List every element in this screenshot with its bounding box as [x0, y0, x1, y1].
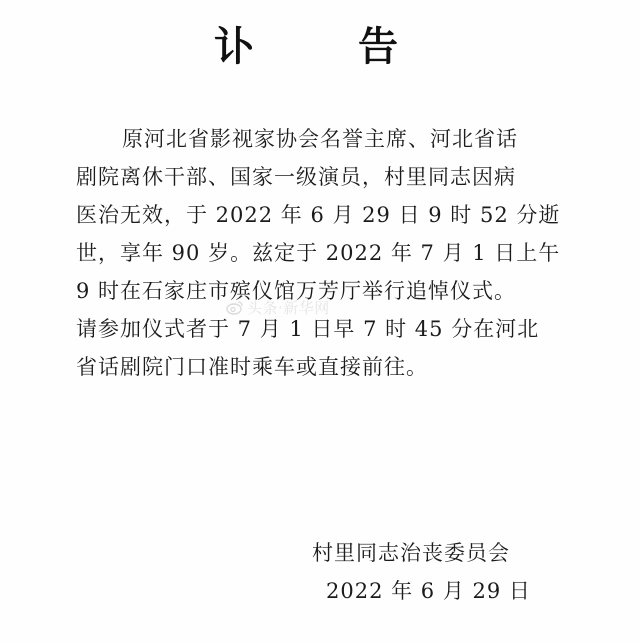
title-char-1: 讣 [214, 24, 254, 70]
body-line-1: 原河北省影视家协会名誉主席、河北省话 [122, 127, 518, 151]
signature-date: 2022 年 6 月 29 日 [326, 579, 531, 603]
body-line-2: 剧院离休干部、国家一级演员，村里同志因病 [76, 165, 516, 189]
signature-org: 村里同志治丧委员会 [312, 541, 510, 565]
title-char-2: 告 [358, 24, 398, 70]
notice-title [0, 22, 640, 72]
signature-block [296, 534, 596, 610]
body-line-3: 医治无效，于 2022 年 6 月 29 日 9 时 52 分逝 [76, 203, 561, 227]
body-line-5: 9 时在石家庄市殡仪馆万芳厅举行追悼仪式。 [76, 279, 517, 303]
body-line-4: 世，享年 90 岁。兹定于 2022 年 7 月 1 日上午 [76, 241, 561, 265]
body-line-6: 请参加仪式者于 7 月 1 日早 7 时 45 分在河北 [76, 317, 540, 341]
watermark-text: 头条·新华网 [247, 298, 330, 317]
body-line-7: 省话剧院门口准时乘车或直接前往。 [76, 355, 428, 379]
notice-body [76, 120, 584, 386]
